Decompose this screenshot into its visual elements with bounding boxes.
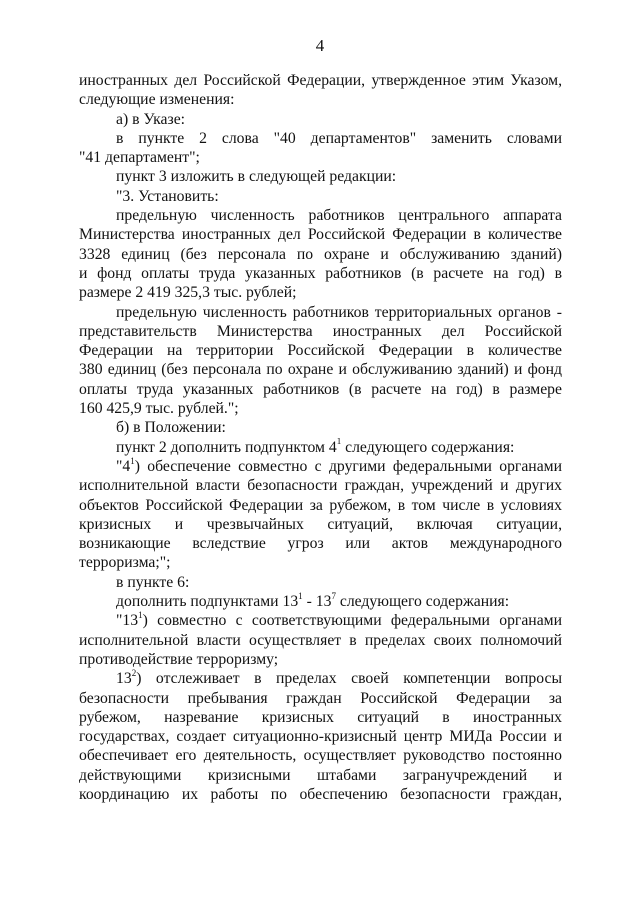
text-line: 3328 единиц (без персонала по охране и обслуживанию зданий)	[79, 245, 562, 263]
text-line: "41 департамент";	[79, 149, 200, 167]
text-line: 160 425,9 тыс. рублей.";	[79, 400, 239, 418]
text-line: пункт 3 изложить в следующей редакции:	[116, 168, 397, 186]
text-line: б) в Положении:	[116, 419, 226, 437]
text-line: оплаты труда указанных работников (в расчете на год) в размере	[79, 380, 562, 398]
text-line: иностранных дел Российской Федерации, утвержденное этим Указом,	[79, 72, 562, 89]
text-line: терроризма;";	[79, 554, 171, 572]
document-body	[79, 71, 562, 804]
text-line: "$13^1$) совместно с соответствующими федеральными органами	[116, 611, 562, 630]
text-line: предельную численность работников территориальных органов -	[116, 303, 562, 321]
text-line: государствах, создает ситуационно-кризисный центр МИДа России и	[79, 728, 562, 746]
text-line: исполнительной власти осуществляет в пределах своих полномочий	[79, 631, 562, 649]
text-line: "3. Установить:	[116, 187, 219, 205]
text-line: в пункте 6:	[116, 573, 190, 591]
text-line: $13^2$) отслеживает в пределах своей компетенции вопросы	[116, 669, 562, 688]
text-line: пункт 2 дополнить подпунктом $4^1$ следующего содержания:	[116, 437, 515, 456]
text-line: кризисных и чрезвычайных ситуаций, включая ситуации,	[79, 515, 562, 533]
text-line: противодействие терроризму;	[79, 650, 279, 668]
text-line: в пункте 2 слова "40 департаментов" заменить словами	[116, 129, 562, 147]
text-line: а) в Указе:	[116, 110, 186, 128]
text-line: действующими кризисными штабами загранучреждений и	[79, 766, 562, 784]
text-line: размере 2 419 325,3 тыс. рублей;	[79, 284, 297, 302]
text-line: обеспечивает его деятельность, осуществляет руководство постоянно	[79, 747, 562, 765]
text-line: объектов Российской Федерации за рубежом, в том числе в условиях	[79, 496, 562, 514]
text-line: представительств Министерства иностранных дел Российской	[79, 322, 562, 340]
text-line: исполнительной власти безопасности граждан, учреждений и других	[79, 477, 562, 495]
text-line: рубежом, назревание кризисных ситуаций в иностранных	[79, 708, 562, 726]
text-line: "$4^1$) обеспечение совместно с другими федеральными органами	[116, 456, 562, 475]
text-line: возникающие вследствие угроз или актов международного	[79, 535, 562, 553]
text-line: безопасности пребывания граждан Российской Федерации за	[79, 689, 562, 707]
text-line: Федерации на территории Российской Федерации в количестве	[79, 342, 562, 360]
text-line: 380 единиц (без персонала по охране и обслуживанию зданий) и фонд	[79, 361, 562, 379]
text-line: Министерства иностранных дел Российской Федерации в количестве	[79, 226, 562, 244]
text-line: предельную численность работников центрального аппарата	[116, 207, 562, 225]
text-line: следующие изменения:	[79, 91, 235, 109]
text-line: координацию их работы по обеспечению безопасности граждан,	[79, 785, 562, 803]
text-line: дополнить подпунктами $13^1 - 13^7$ следующего содержания:	[116, 592, 510, 611]
text-line: и фонд оплаты труда указанных работников (в расчете на год) в	[79, 264, 562, 282]
page-number: 4	[315, 36, 325, 55]
